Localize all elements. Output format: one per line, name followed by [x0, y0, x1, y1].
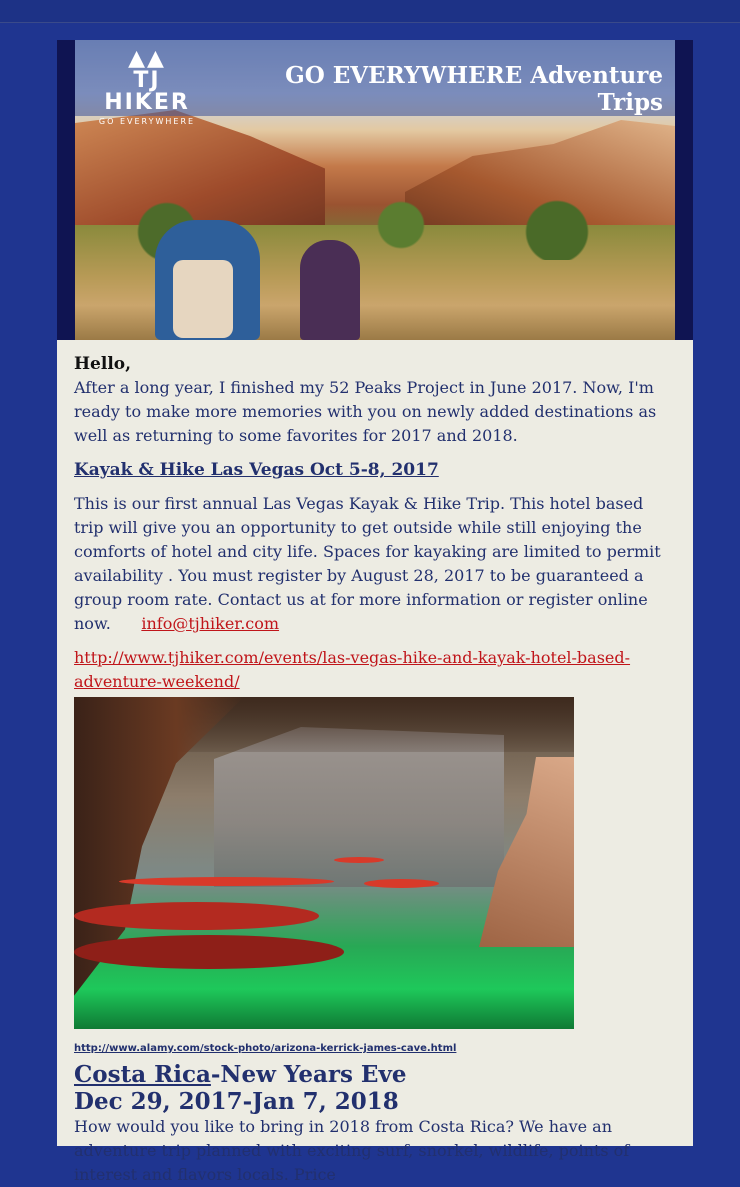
kayak: [364, 879, 439, 888]
mountain-icon: ▲▲: [128, 46, 166, 71]
costa-rica-heading: [74, 1061, 674, 1115]
kayak: [334, 857, 384, 863]
photo-credit-link[interactable]: http://www.alamy.com/stock-photo/arizona-kerrick-james-cave.html: [74, 1043, 457, 1054]
las-vegas-event-link[interactable]: http://www.tjhiker.com/events/las-vegas-hike-and-kayak-hotel-based-adventure-weekend/: [74, 648, 631, 691]
costa-rica-link[interactable]: Costa Rica: [74, 1061, 211, 1088]
hiker-with-backpack: [155, 220, 260, 340]
costa-rica-paragraph: How would you like to bring in 2018 from Costa Rica? We have an adventure trip planned with exciting surf, snorkel, wildlife, points of interest and flavors locals. Price: [74, 1117, 630, 1184]
las-vegas-paragraph: [74, 492, 674, 636]
logo-tagline: GO EVERYWHERE: [98, 117, 196, 126]
top-bar: [0, 0, 740, 23]
greeting: Hello,: [74, 354, 132, 374]
kayak: [74, 935, 344, 969]
tj-hiker-logo[interactable]: [97, 46, 197, 126]
las-vegas-heading-link[interactable]: Kayak & Hike Las Vegas Oct 5-8, 2017: [74, 460, 439, 480]
costa-rica-title-rest: -New Years Eve: [210, 1061, 407, 1088]
hero-image: [75, 40, 675, 340]
kayak-cave-photo: [74, 697, 574, 1029]
backpack: [173, 260, 233, 338]
email-link[interactable]: info@tjhiker.com: [141, 614, 280, 633]
email-container: [57, 40, 693, 1184]
banner-title: GO EVERYWHERE Adventure Trips: [285, 62, 663, 116]
intro-paragraph: After a long year, I finished my 52 Peaks Project in June 2017. Now, I'm ready to make more memories with you on newly added destinations as well as returning to some favorites for 2017 and 2018.: [74, 378, 657, 445]
costa-rica-dates: Dec 29, 2017-Jan 7, 2018: [74, 1088, 399, 1115]
hiker: [300, 240, 360, 340]
kayak: [74, 902, 319, 930]
las-vegas-text: This is our first annual Las Vegas Kayak & Hike Trip. This hotel based trip will give you an opportunity to get outside while still enjoying the comforts of hotel and city life. Spaces for kayaking are limited to permit availability . You must register by August 28, 2017 to be guaranteed a group room rate. Contact us at for more information or register online now.: [74, 494, 661, 633]
email-body: [74, 352, 674, 694]
kayak: [119, 877, 334, 886]
header-banner: [57, 40, 693, 340]
logo-brand: TJ HIKER: [104, 68, 190, 115]
